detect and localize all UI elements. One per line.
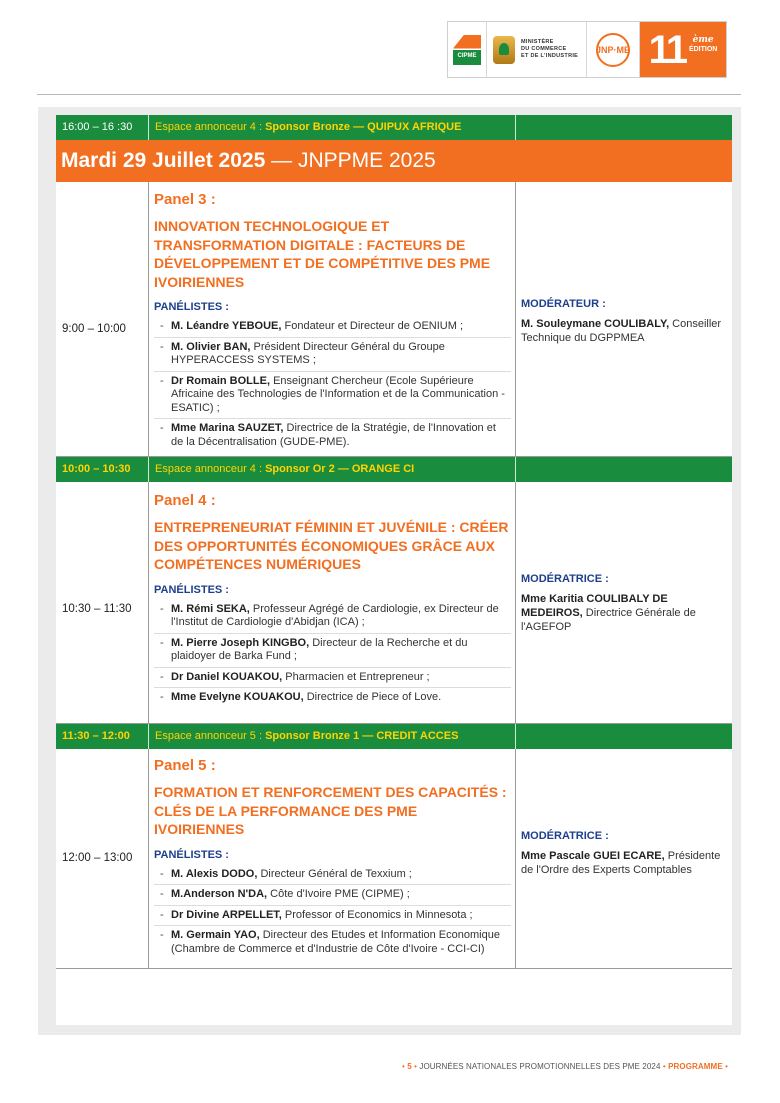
edition-badge	[640, 22, 726, 77]
break-label: Espace annonceur 4 : Sponsor Or 2 — ORANGE CI	[155, 463, 415, 475]
panel-title: Panel 5 :	[154, 757, 216, 774]
break-time: 16:00 – 16 :30	[62, 121, 133, 133]
session-content	[154, 191, 511, 452]
cipme-logo-text: CIPME	[457, 52, 477, 59]
header-logos	[447, 21, 727, 78]
moderator-info: M. Souleymane COULIBALY, Conseiller Technique du DGPPMEA	[521, 318, 722, 344]
jnppme-logo: JNP·ME	[587, 22, 640, 77]
edition-suffix: ème	[692, 34, 714, 45]
moderator-info: Mme Karitia COULIBALY DE MEDEIROS, Directrice Générale de l'AGEFOP	[521, 593, 696, 633]
break-label: Espace annonceur 5 : Sponsor Bronze 1 — CREDIT ACCES	[155, 730, 459, 742]
panelist-item: - Mme Marina SAUZET, Directrice de la Stratégie, de l'Innovation et de la Décentralisation (GUDE-PME).	[154, 418, 511, 452]
session-content	[154, 757, 511, 959]
panelist-item: - M. Alexis DODO, Directeur Général de Texxium ;	[160, 867, 412, 880]
panel-title: Panel 3 :	[154, 191, 216, 208]
footer-section: PROGRAMME	[668, 1062, 723, 1071]
break-row	[56, 457, 732, 482]
panel-theme: ENTREPRENEURIAT FÉMININ ET JUVÉNILE : CRÉER DES OPPORTUNITÉS ÉCONOMIQUES GRÂCE AUX COMPÉTENCES NUMÉRIQUES	[154, 519, 509, 572]
ministere-text: MINISTÈRE DU COMMERCE ET DE L'INDUSTRIE	[521, 39, 579, 59]
session-row	[56, 749, 732, 969]
day-title: Mardi 29 Juillet 2025 — JNPPME 2025	[61, 149, 436, 172]
session-row	[56, 482, 732, 724]
panelists-list	[154, 865, 511, 960]
break-label: Espace annonceur 4 : Sponsor Bronze — QUIPUX AFRIQUE	[155, 121, 462, 133]
panelists-list	[154, 600, 511, 708]
panelist-item: - M. Germain YAO, Directeur des Etudes et Information Economique (Chambre de Commerce et d'Industrie de Côte d'Ivoire - CCI-CI)	[154, 925, 511, 959]
panelist-item: - Dr Romain BOLLE, Enseignant Chercheur (Ecole Supérieure Africaine des Technologies de l'Information et de la Communication - ESATIC) ;	[154, 371, 511, 419]
panel-theme: FORMATION ET RENFORCEMENT DES CAPACITÉS : CLÉS DE LA PERFORMANCE DES PME IVOIRIENNES	[154, 784, 507, 837]
ministere-logo	[487, 22, 587, 77]
cipme-logo	[448, 22, 487, 77]
panelists-label: PANÉLISTES :	[154, 848, 229, 861]
break-time: 10:00 – 10:30	[62, 463, 131, 475]
panelist-item: - M. Rémi SEKA, Professeur Agrégé de Cardiologie, ex Directeur de l'Institut de Cardiologie d'Abidjan (ICA) ;	[160, 602, 499, 628]
panelist-item: - M.Anderson N'DA, Côte d'Ivoire PME (CIPME) ;	[154, 884, 511, 905]
moderator-label: MODÉRATEUR :	[521, 298, 606, 310]
footer-text: JOURNÉES NATIONALES PROMOTIONNELLES DES PME 2024	[419, 1062, 661, 1071]
session-time: 9:00 – 10:00	[62, 323, 126, 335]
moderator-block	[521, 297, 726, 345]
page-number: 5	[407, 1062, 412, 1071]
day-header	[56, 140, 732, 182]
header-divider	[37, 94, 741, 95]
panelists-label: PANÉLISTES :	[154, 301, 229, 313]
panel-theme: INNOVATION TECHNOLOGIQUE ET TRANSFORMATION DIGITALE : FACTEURS DE DÉVELOPPEMENT ET DE COMPÉTITIVE DES PME IVOIRIENNES	[154, 218, 491, 290]
panelists-label: PANÉLISTES :	[154, 583, 229, 596]
panelist-item: - M. Pierre Joseph KINGBO, Directeur de la Recherche et du plaidoyer de Barka Fund ;	[154, 633, 511, 667]
coat-of-arms-icon	[493, 36, 515, 64]
moderator-label: MODÉRATRICE :	[521, 830, 609, 842]
moderator-label: MODÉRATRICE :	[521, 573, 609, 585]
panelist-item: - Mme Evelyne KOUAKOU, Directrice de Piece of Love.	[154, 687, 511, 708]
schedule-table	[56, 115, 732, 1025]
break-row	[56, 724, 732, 749]
moderator-block	[521, 572, 726, 634]
edition-number: 11	[648, 27, 685, 72]
edition-label: ÉDITION	[688, 45, 718, 53]
session-content	[154, 492, 511, 708]
panel-title: Panel 4 :	[154, 492, 216, 509]
panelist-item: - Dr Divine ARPELLET, Professor of Economics in Minnesota ;	[154, 905, 511, 926]
page-footer: • 5 • JOURNÉES NATIONALES PROMOTIONNELLES DES PME 2024 • PROGRAMME •	[401, 1062, 728, 1071]
panelist-item: - Dr Daniel KOUAKOU, Pharmacien et Entrepreneur ;	[154, 667, 511, 688]
moderator-info: Mme Pascale GUEI ECARE, Présidente de l'Ordre des Experts Comptables	[521, 850, 721, 876]
panelist-item: - M. Olivier BAN, Président Directeur Général du Groupe HYPERACCESS SYSTEMS ;	[154, 337, 511, 371]
break-time: 11:30 – 12:00	[62, 730, 130, 742]
session-row	[56, 182, 732, 457]
break-row	[56, 115, 732, 140]
session-time: 12:00 – 13:00	[62, 852, 133, 864]
programme-panel	[38, 107, 741, 1035]
moderator-block	[521, 829, 726, 877]
panelists-list	[154, 317, 511, 452]
panelist-item: - M. Léandre YEBOUE, Fondateur et Directeur de OENIUM ;	[160, 320, 464, 332]
session-time: 10:30 – 11:30	[62, 603, 132, 615]
